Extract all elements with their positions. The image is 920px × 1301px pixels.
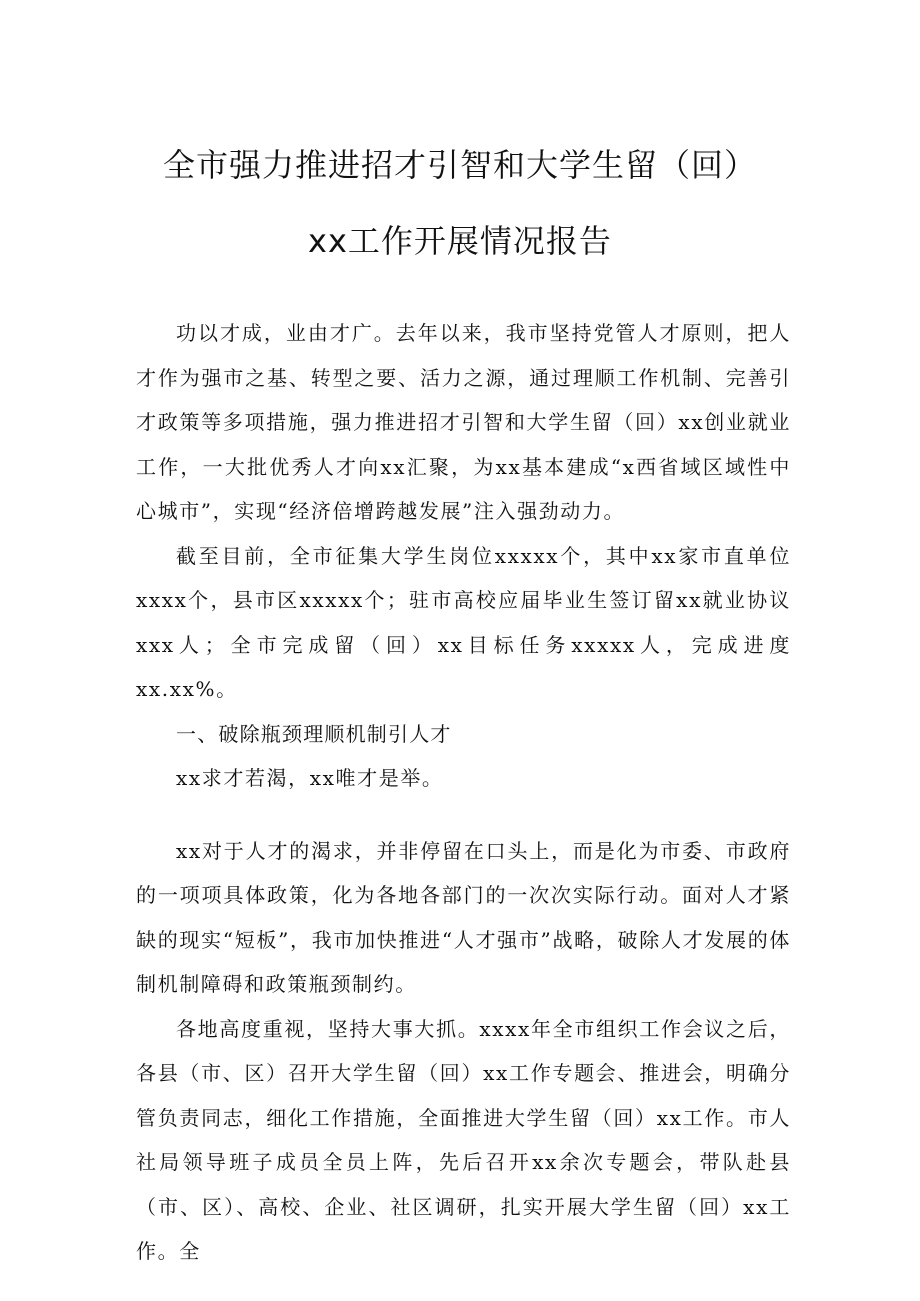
- intro-paragraph: 功以才成，业由才广。去年以来，我市坚持党管人才原则，把人才作为强市之基、转型之要、活力之源，通过理顺工作机制、完善引才政策等多项措施，强力推进招才引智和大学生留（回）xx创业就业工作，一大批优秀人才向xx汇聚，为xx基本建成“x西省域区域性中心城市”，实现“经济倍增跨越发展”注入强劲动力。: [136, 321, 791, 523]
- section-1-lead: xx求才若渴，xx唯才是举。: [176, 766, 444, 790]
- report-body: [136, 311, 791, 1274]
- section-1-paragraph: xx对于人才的渴求，并非停留在口头上，而是化为市委、市政府的一项项具体政策，化为各地各部门的一次次实际行动。面对人才紧缺的现实“短板”，我市加快推进“人才强市”战略，破除人才发展的体制机制障碍和政策瓶颈制约。: [136, 838, 791, 996]
- section-1-heading: 一、破除瓶颈理顺机制引人才: [176, 721, 452, 746]
- report-title-line-1: 全市强力推进招才引智和大学生留（回）: [162, 146, 757, 184]
- section-1-paragraph: 各地高度重视，坚持大事大抓。xxxx年全市组织工作会议之后，各县（市、区）召开大学生留（回）xx工作专题会、推进会，明确分管负责同志，细化工作措施，全面推进大学生留（回）xx工作。市人社局领导班子成员全员上阵，先后召开xx余次专题会，带队赴县（市、区）、高校、企业、社区调研，扎实开展大学生留（回）xx工作。全: [136, 1016, 791, 1263]
- paragraph-spacer: [136, 801, 791, 829]
- report-title-line-2: xx工作开展情况报告: [308, 222, 612, 260]
- statistics-paragraph: 截至目前，全市征集大学生岗位xxxxx个，其中xx家市直单位xxxx个，县市区xxxxx个；驻市高校应届毕业生签订留xx就业协议xxx人；全市完成留（回）xx目标任务xxxxx人，完成进度xx.xx%。: [136, 543, 791, 701]
